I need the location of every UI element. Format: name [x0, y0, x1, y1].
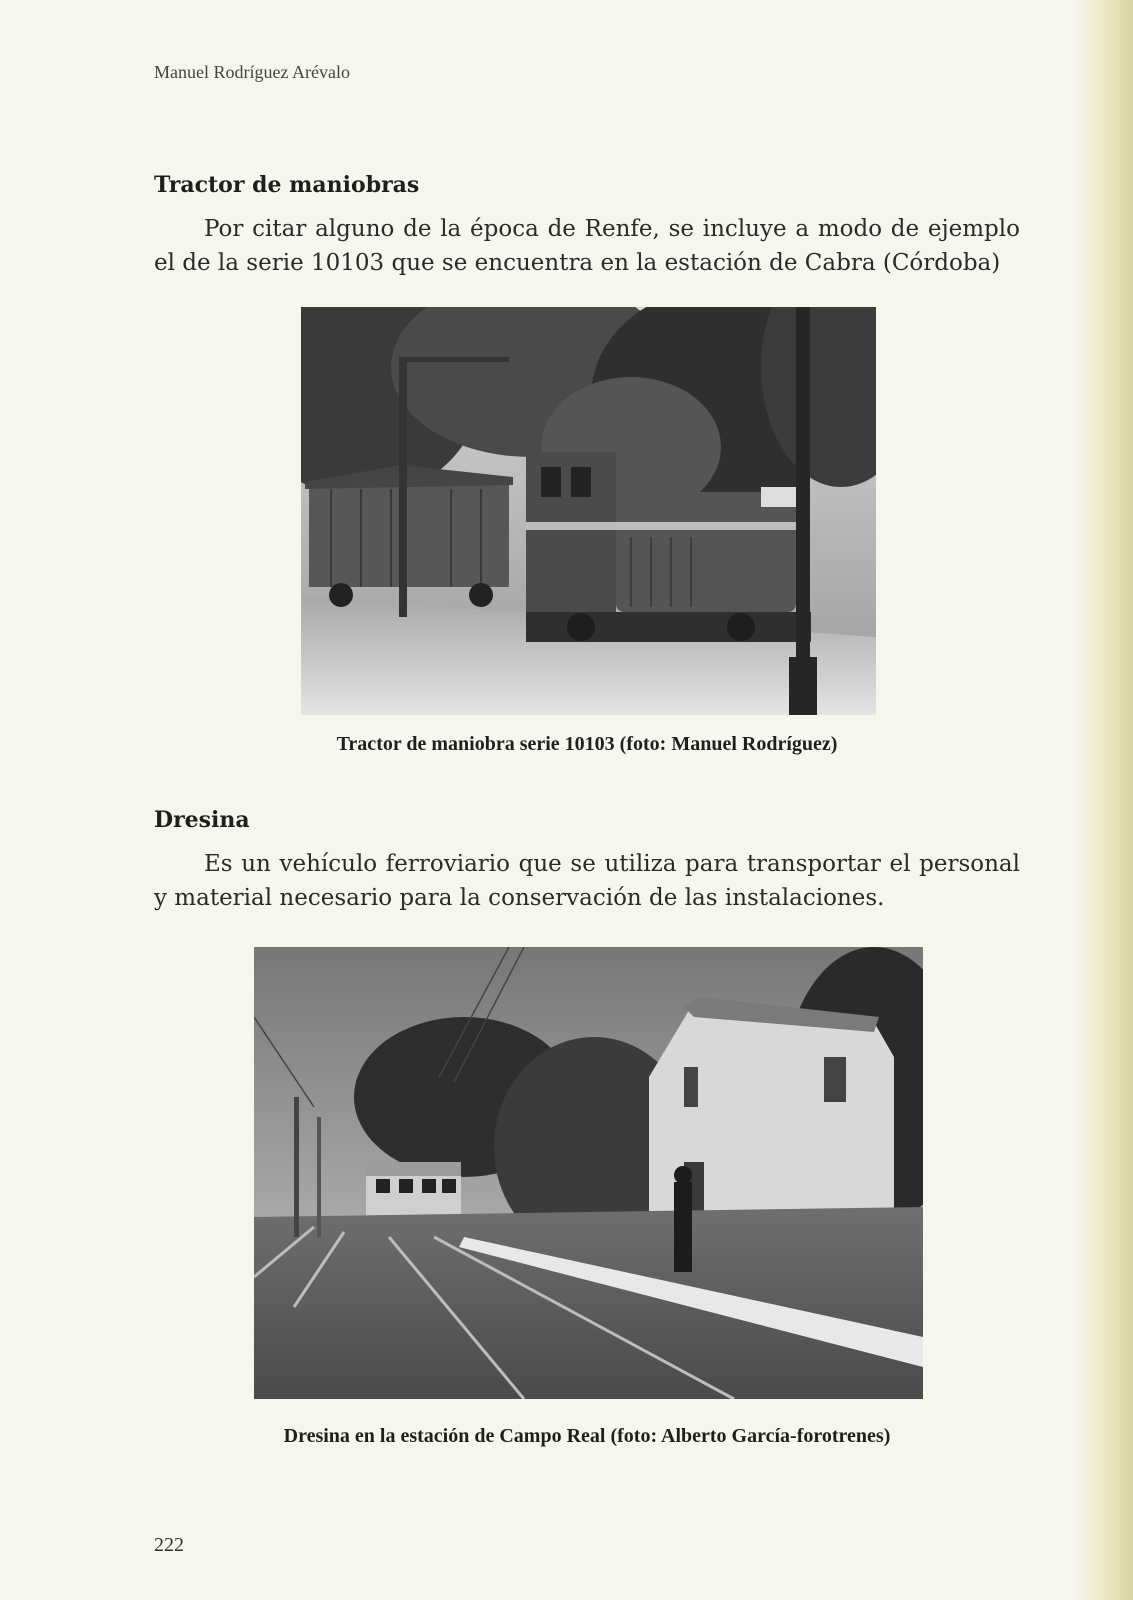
photo-caption-tractor: Tractor de maniobra serie 10103 (foto: Manuel Rodríguez) — [336, 733, 838, 755]
running-head: Manuel Rodríguez Arévalo — [154, 62, 350, 82]
page-gutter-shadow — [1073, 0, 1133, 1600]
photo-caption-dresina: Dresina en la estación de Campo Real (foto: Alberto García-forotrenes) — [283, 1425, 891, 1447]
page-number: 222 — [154, 1534, 184, 1556]
section-heading-tractor: Tractor de maniobras — [154, 172, 420, 198]
photo-dresina-station — [254, 947, 923, 1399]
section-heading-dresina: Dresina — [154, 807, 250, 833]
section-paragraph-dresina: Es un vehículo ferroviario que se utiliza para transportar el personal y material necesario para la conservación de las instalaciones. — [154, 851, 1020, 911]
photo-shunting-tractor — [301, 307, 876, 715]
section-paragraph-tractor: Por citar alguno de la época de Renfe, se incluye a modo de ejemplo el de la serie 10103 que se encuentra en la estación de Cabra (Córdoba) — [154, 216, 1020, 276]
